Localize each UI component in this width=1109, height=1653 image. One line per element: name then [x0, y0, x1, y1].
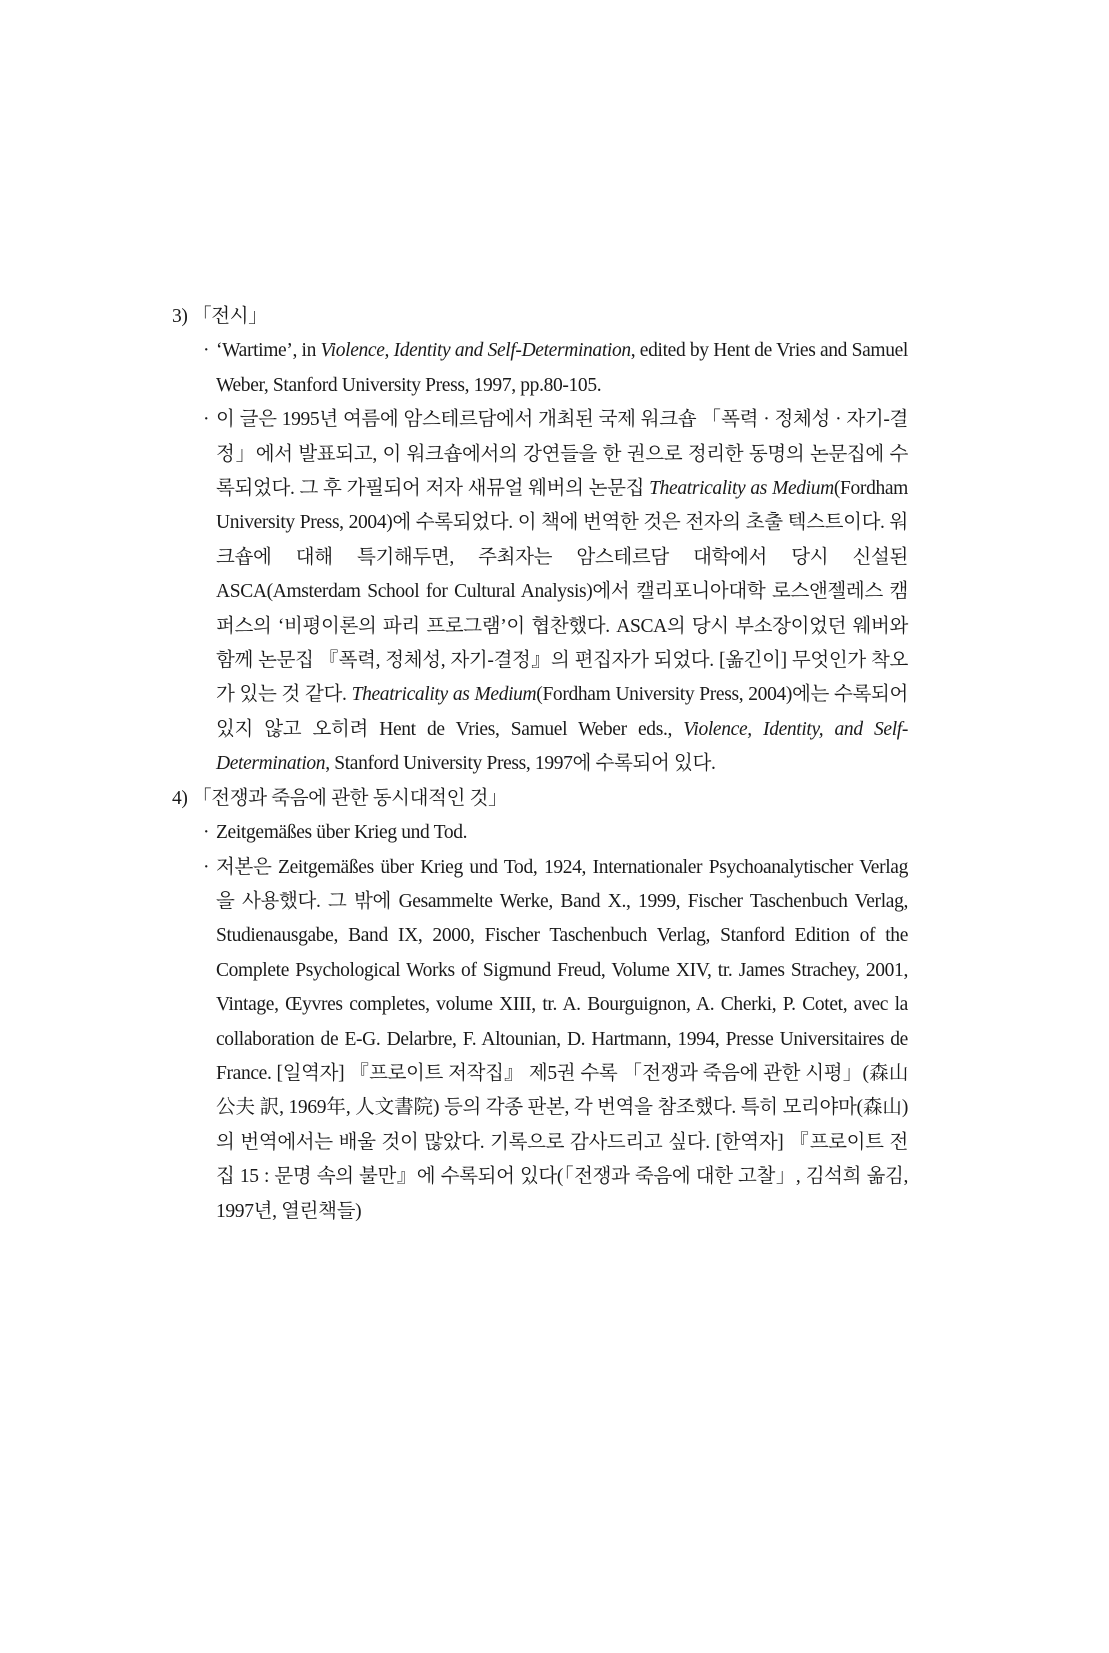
text-run: 저본은 Zeitgemäßes über Krieg und Tod, 1924, Internationaler Psychoanalytischer Verlag을 사용했다. 그 밖에 Gesammelte Werke, Band X., 1999, Fischer Taschenbuch Verlag, Studienausgabe, Band IX, 2000, Fischer Taschenbuch Verlag, Stanford Edition of the Complete Psychological Works of Sigmund Freud, Volume XIV, tr. James Strachey, 2001, Vintage, Œyvres completes, volume XIII, tr. A. Bourguignon, A. Cherki, P. Cotet, avec la collaboration de E-G. Delarbre, F. Altounian, D. Hartmann, 1994, Presse Universitaires de France. [일역자] 『프로이트 저작집』 제5권 수록 「전쟁과 죽음에 관한 시평」(森山公夫 訳, 1969年, 人文書院) 등의 각종 판본, 각 번역을 참조했다. 특히 모리야마(森山)의 번역에서는 배울 것이 많았다. 기록으로 감사드리고 싶다. [한역자] 『프로이트 전집 15 : 문명 속의 불만』에 수록되어 있다(「전쟁과 죽음에 대한 고찰」, 김석희 옮김, 1997년, 열린책들) [216, 856, 908, 1222]
book-title: Theatricality as Medium [649, 478, 834, 500]
note-item-3-2 [203, 403, 908, 781]
note-item-4-2 [203, 851, 908, 1229]
note-item-4-1 [203, 816, 908, 850]
book-title: Violence, Identity, and Self-Determination [216, 718, 908, 775]
text-run: ‘Wartime’, in [216, 340, 321, 362]
text-run: , Stanford University Press, 1997에 수록되어 있다. [325, 753, 716, 775]
section-heading-4: 4) 「전쟁과 죽음에 관한 동시대적인 것」 [172, 787, 508, 809]
bullet-marker: · [203, 409, 210, 431]
notes-content [172, 300, 908, 1229]
book-title: Violence, Identity and Self-Determination [320, 340, 631, 362]
text-run: (Fordham University Press, 2004)에 수록되었다. 이 책에 번역한 것은 전자의 초출 텍스트이다. 워크숍에 대해 특기해두면, 주최자는 암스테르담 대학에서 당시 신설된 ASCA(Amsterdam School for Cultural Analysis)에서 캘리포니아대학 로스앤젤레스 캠퍼스의 ‘비평이론의 파리 프로그램’이 협찬했다. ASCA의 당시 부소장이었던 웨버와 함께 논문집 『폭력, 정체성, 자기-결정』의 편집자가 되었다. [옮긴이] 무엇인가 착오가 있는 것 같다. [216, 478, 908, 706]
book-title: Theatricality as Medium [351, 684, 537, 706]
bullet-marker: · [203, 856, 210, 878]
text-run: (Fordham University Press, 2004)에는 수록되어 있지 않고 오히려 Hent de Vries, Samuel Weber eds., [216, 684, 908, 740]
text-run: 이 글은 1995년 여름에 암스테르담에서 개최된 국제 워크숍 「폭력 · 정체성 · 자기-결정」에서 발표되고, 이 워크숍에서의 강연들을 한 권으로 정리한 동명의 논문집에 수록되었다. 그 후 가필되어 저자 새뮤얼 웨버의 논문집 [216, 409, 908, 500]
note-item-3-1 [203, 334, 908, 403]
bullet-marker: · [203, 340, 210, 362]
bullet-marker: · [203, 822, 210, 844]
text-run: Zeitgemäßes über Krieg und Tod. [216, 822, 468, 844]
section-heading-3: 3) 「전시」 [172, 306, 268, 327]
text-run: , edited by Hent de Vries and Samuel Weber, Stanford University Press, 1997, pp.80-105. [216, 340, 908, 396]
